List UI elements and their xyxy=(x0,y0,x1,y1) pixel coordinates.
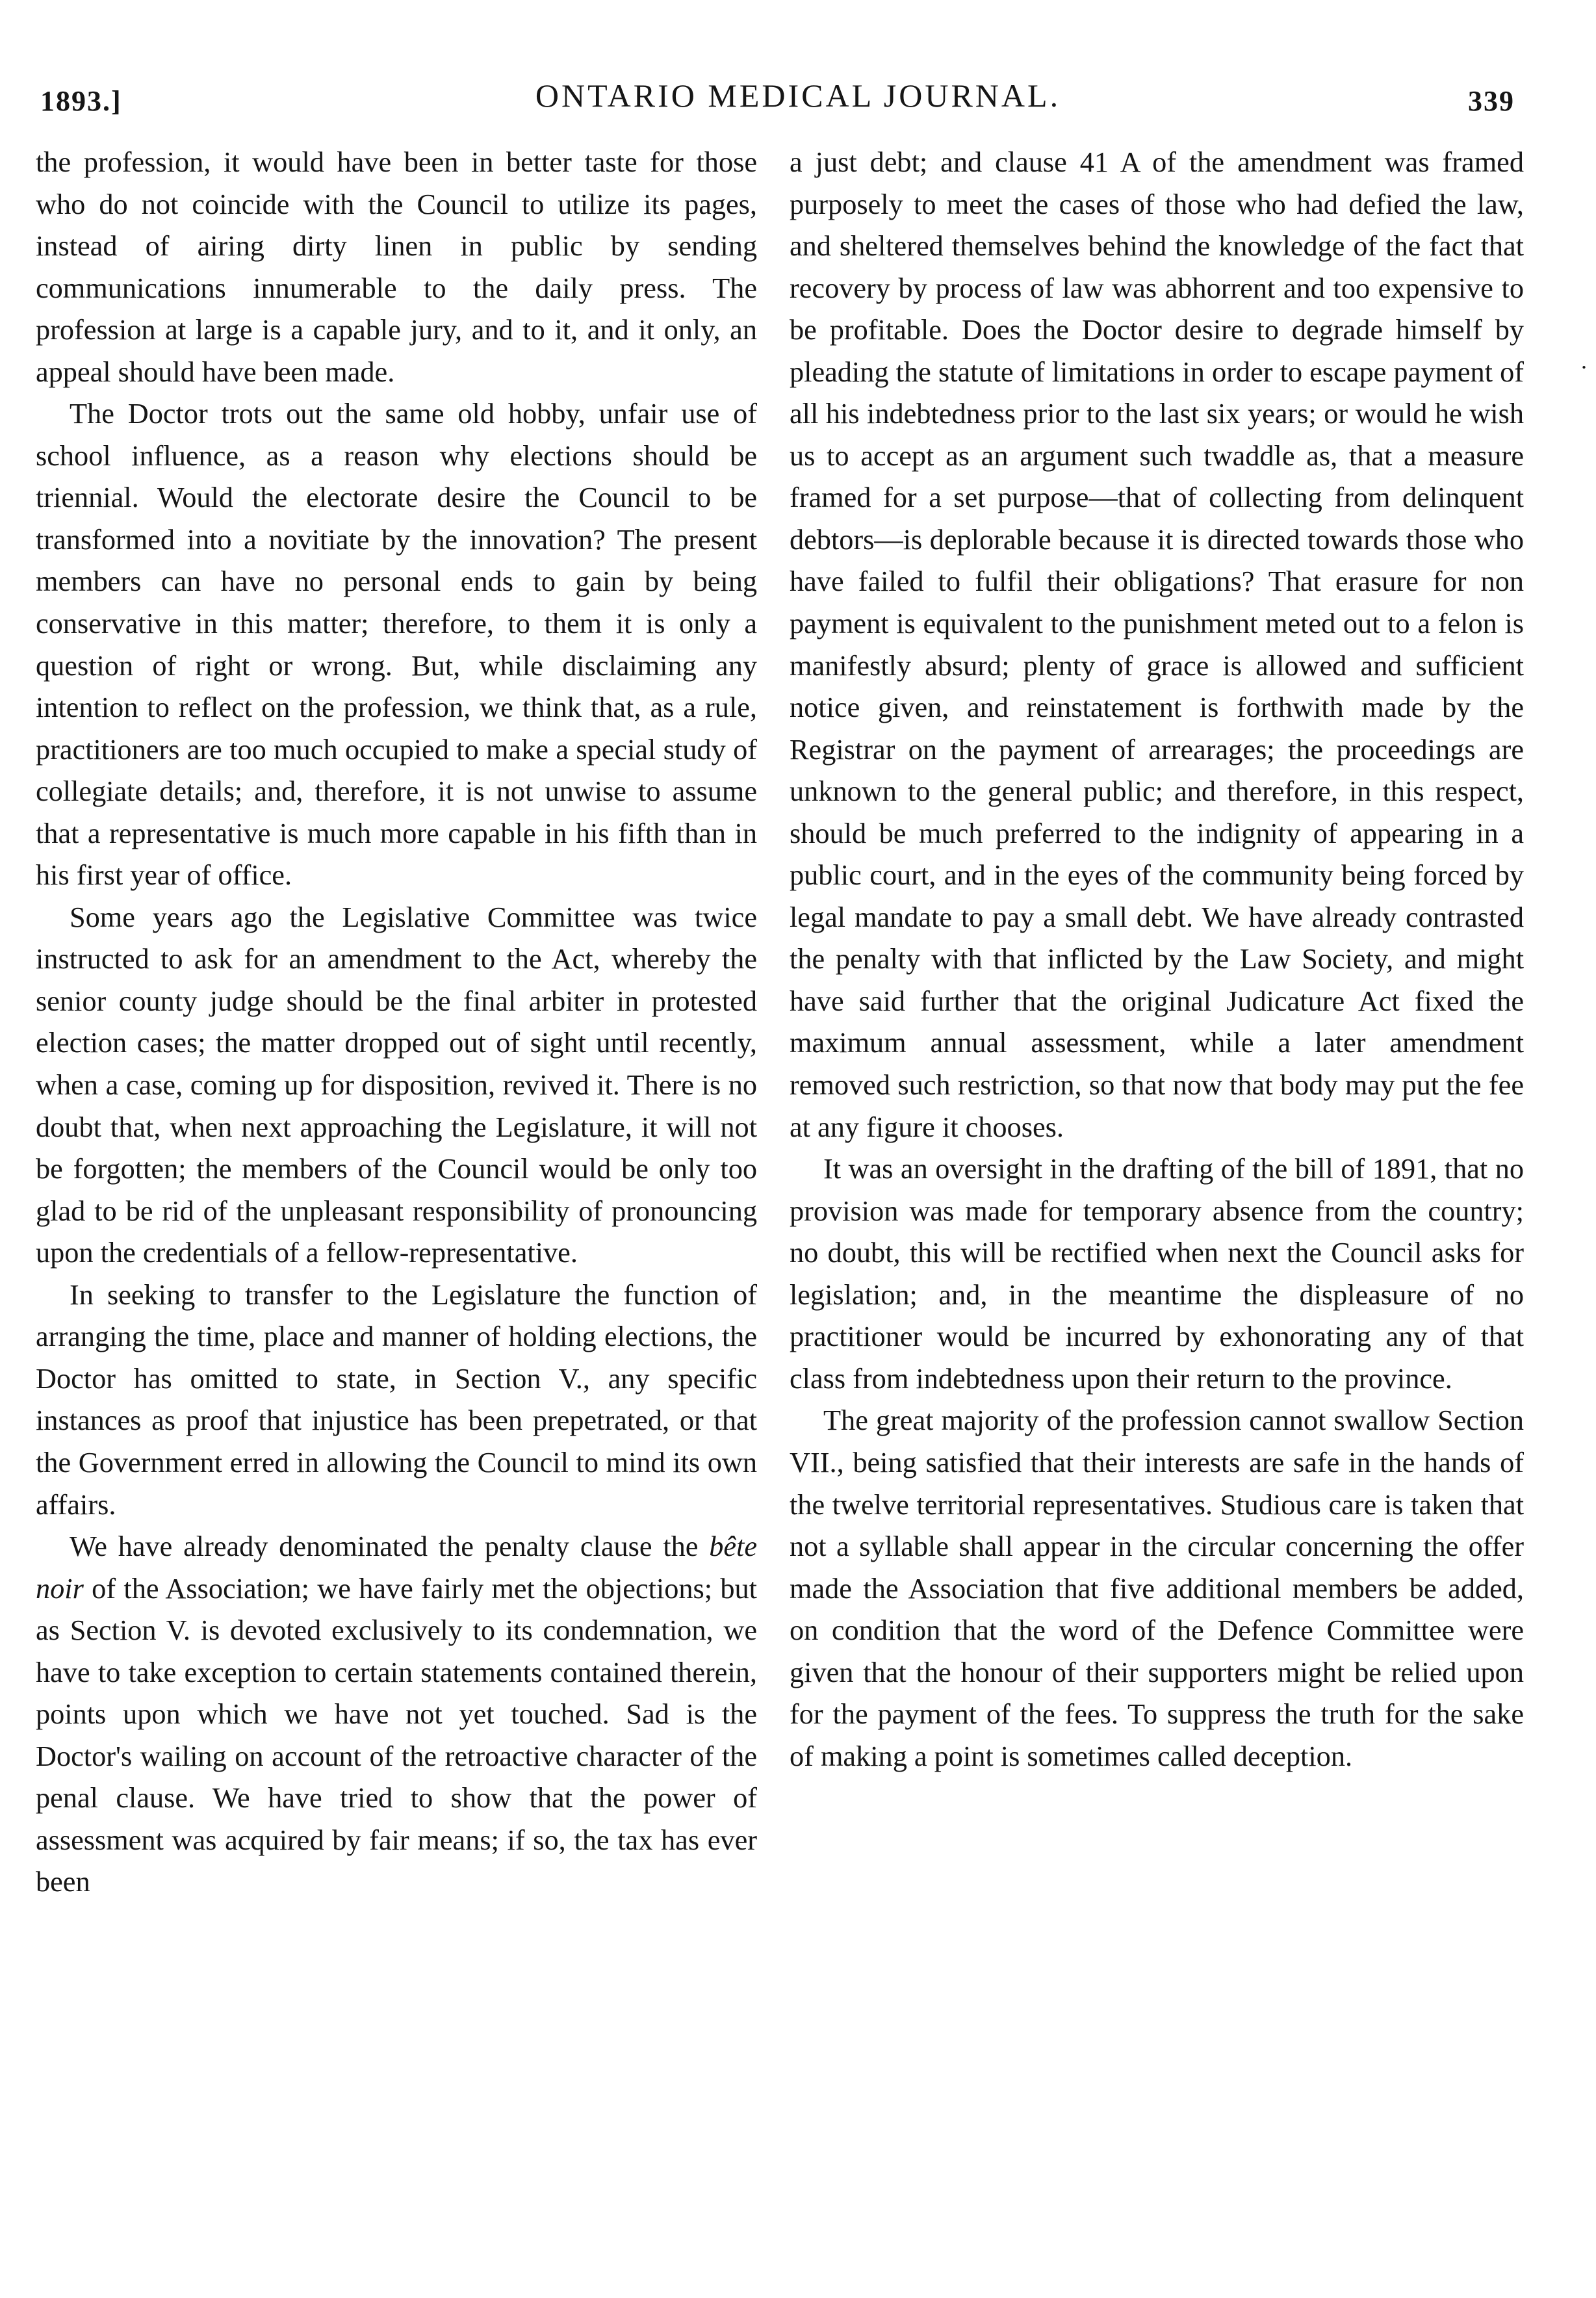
margin-mark: . xyxy=(1581,348,1587,374)
left-paragraph-1: the profession, it would have been in better taste for those who do not coincide with the Council to utilize its pages, instead of airing dirty linen in public by sending communications innumerable to the daily press. The profession at large is a capable jury, and to it, and it only, an appeal should have been made. xyxy=(36,146,757,388)
right-column xyxy=(790,142,1524,1777)
left-paragraph-5 xyxy=(36,1526,757,1904)
left-paragraph-2: The Doctor trots out the same old hobby, unfair use of school influence, as a reason why elections should be triennial. Would the electorate desire the Council to be transformed into a novitiate by the innovation? The present members can have no personal ends to gain by being conservative in this matter; therefore, to them it is only a question of right or wrong. But, while disclaiming any intention to reflect on the profession, we think that, as a rule, practitioners are too much occupied to make a special study of collegiate details; and, therefore, it is not unwise to assume that a representative is much more capable in his fifth than in his first year of office. xyxy=(36,398,757,892)
right-paragraph-2: It was an oversight in the drafting of the bill of 1891, that no provision was made for temporary absence from the country; no doubt, this will be rectified when next the Council asks for legislation; and, in the meantime the displeasure of no practitioner would be incurred by exhonorating any of that class from indebtedness upon their return to the province. xyxy=(790,1153,1524,1395)
left-column xyxy=(36,142,757,1904)
paragraph-5-rest: of the Association; we have fairly met the objections; but as Section V. is devoted exclusively to its condemnation, we have to take exception to certain statements contained therein, points upon which we have not yet touched. Sad is the Doctor's wailing on account of the retroactive character of the penal clause. We have tried to show that the power of assessment was acquired by fair means; if so, the tax has ever been xyxy=(36,1572,757,1898)
left-paragraph-3: Some years ago the Legislative Committee was twice instructed to ask for an amendment to the Act, whereby the senior county judge should be the final arbiter in protested election cases; the matter dropped out of sight until recently, when a case, coming up for disposition, revived it. There is no doubt that, when next approaching the Legislature, it will not be forgotten; the members of the Council would be only too glad to be rid of the unpleasant responsibility of pronouncing upon the credentials of a fellow-representative. xyxy=(36,901,757,1269)
paragraph-5-start: We have already denominated the penalty clause the xyxy=(70,1530,710,1563)
running-header xyxy=(26,77,1570,135)
right-paragraph-3: The great majority of the profession cannot swallow Section VII., being satisfied that their interests are safe in the hands of the twelve territorial representatives. Studious care is taken that not a syllable shall appear in the circular concerning the offer made the Association that five additional members be added, on condition that the word of the Defence Committee were given that the honour of their supporters might be relied upon for the payment of the fees. To suppress the truth for the sake of making a point is sometimes called deception. xyxy=(790,1404,1524,1772)
left-paragraph-4: In seeking to transfer to the Legislature the function of arranging the time, place and manner of holding elections, the Doctor has omitted to state, in Section V., any specific instances as proof that injustice has been prepetrated, or that the Government erred in allowing the Council to mind its own affairs. xyxy=(36,1278,757,1521)
right-paragraph-1: a just debt; and clause 41 A of the amendment was framed purposely to meet the cases of those who had defied the law, and sheltered themselves behind the knowledge of the fact that recovery by process of law was abhorrent and too expensive to be profitable. Does the Doctor desire to degrade himself by pleading the statute of limitations in order to escape payment of all his indebtedness prior to the last six years; or would he wish us to accept as an argument such twaddle as, that a measure framed for a set purpose—that of collecting from delinquent debtors—is deplorable because it is directed towards those who have failed to fulfil their obligations? That erasure for non payment is equivalent to the punishment meted out to a felon is manifestly absurd; plenty of grace is allowed and sufficient notice given, and reinstatement is forthwith made by the Registrar on the payment of arrearages; the proceedings are unknown to the general public; and therefore, in this respect, should be much preferred to the indignity of appearing in a public court, and in the eyes of the community being forced by legal mandate to pay a small debt. We have already contrasted the penalty with that inflicted by the Law Society, and might have said further that the original Judicature Act fixed the maximum annual assessment, while a later amendment removed such restriction, so that now that body may put the fee at any figure it chooses. xyxy=(790,146,1524,1143)
header-year: 1893.] xyxy=(40,85,122,117)
italic-phrase: bête noir xyxy=(36,1530,757,1605)
journal-title: ONTARIO MEDICAL JOURNAL. xyxy=(535,77,1061,114)
page-number: 339 xyxy=(1468,85,1515,117)
